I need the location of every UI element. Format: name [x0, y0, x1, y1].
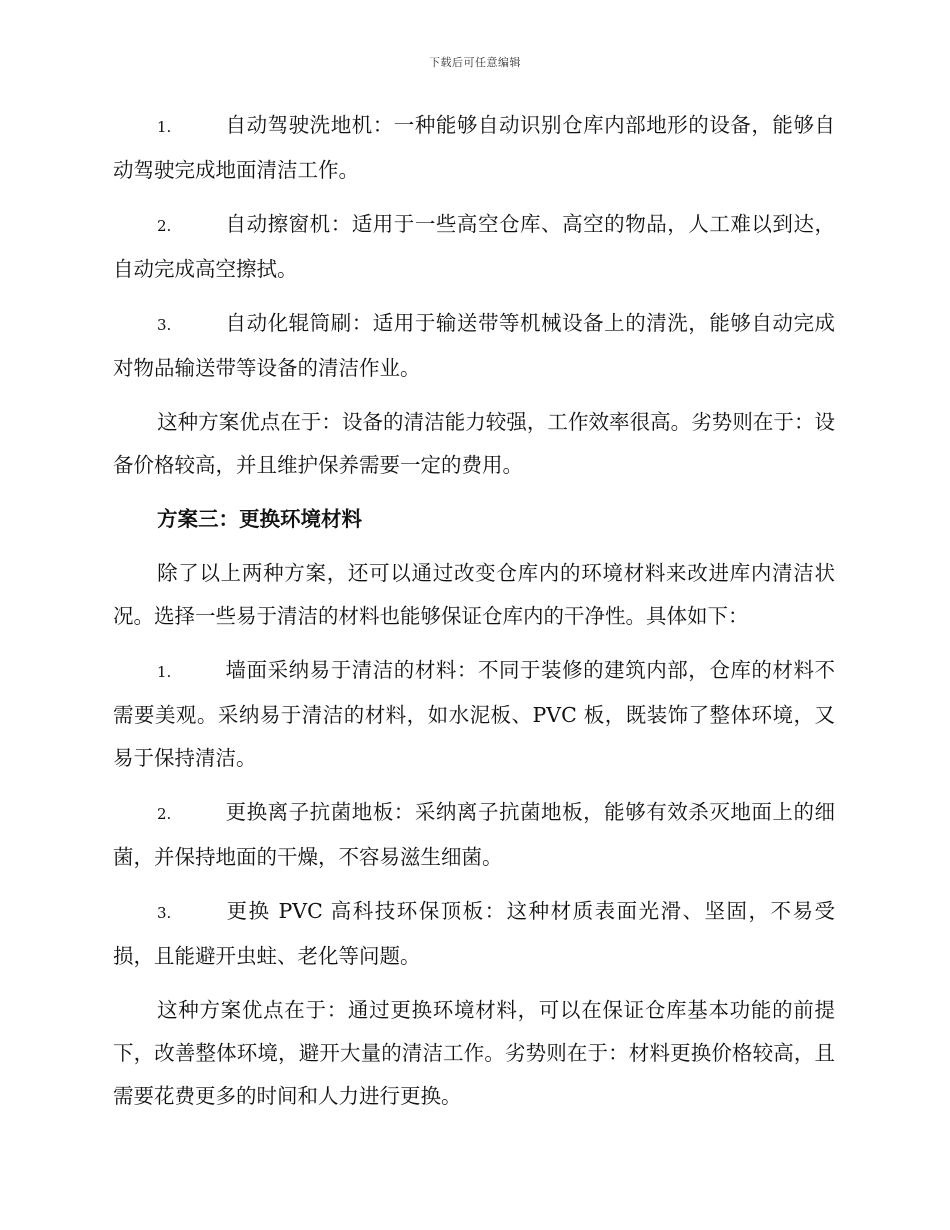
list-item	[113, 302, 835, 390]
list-item	[113, 890, 835, 978]
list-item-number: 1.	[157, 118, 172, 136]
summary-paragraph-scheme-two: 这种方案优点在于：设备的清洁能力较强，工作效率很高。劣势则在于：设备价格较高，并且维护保养需要一定的费用。	[113, 410, 835, 477]
intro-paragraph-scheme-three: 除了以上两种方案，还可以通过改变仓库内的环境材料来改进库内清洁状况。选择一些易于清洁的材料也能够保证仓库内的干净性。具体如下：	[113, 561, 835, 628]
list-item	[113, 649, 835, 780]
section-heading-scheme-three: 方案三：更换环境材料	[157, 507, 362, 531]
list-item-text: 更换离子抗菌地板：采纳离子抗菌地板，能够有效杀灭地面上的细菌，并保持地面的干燥，不容易滋生细菌。	[113, 800, 835, 869]
list-item-text: 自动化辊筒刷：适用于输送带等机械设备上的清洗，能够自动完成对物品输送带等设备的清洁作业。	[113, 311, 835, 380]
list-item	[113, 791, 835, 879]
list-item-text: 墙面采纳易于清洁的材料：不同于装修的建筑内部，仓库的材料不需要美观。采纳易于清洁的材料，如水泥板、PVC 板，既装饰了整体环境，又易于保持清洁。	[113, 658, 835, 770]
list-item-number: 3.	[157, 316, 172, 334]
list-item-number: 2.	[157, 805, 172, 823]
page-header: 下载后可任意编辑	[429, 56, 521, 69]
list-item	[113, 203, 835, 291]
list-item-text: 自动驾驶洗地机：一种能够自动识别仓库内部地形的设备，能够自动驾驶完成地面清洁工作。	[113, 113, 835, 182]
list-item-text: 自动擦窗机：适用于一些高空仓库、高空的物品，人工难以到达，自动完成高空擦拭。	[113, 212, 835, 281]
document-body	[113, 104, 835, 1129]
list-item	[113, 104, 835, 192]
list-item-number: 1.	[157, 663, 172, 681]
list-item-text: 更换 PVC 高科技环保顶板：这种材质表面光滑、坚固，不易受损，且能避开虫蛀、老化等问题。	[113, 899, 835, 968]
list-item-number: 3.	[157, 904, 172, 922]
list-item-number: 2.	[157, 217, 172, 235]
summary-paragraph-scheme-three: 这种方案优点在于：通过更换环境材料，可以在保证仓库基本功能的前提下，改善整体环境，避开大量的清洁工作。劣势则在于：材料更换价格较高，且需要花费更多的时间和人力进行更换。	[113, 998, 835, 1108]
